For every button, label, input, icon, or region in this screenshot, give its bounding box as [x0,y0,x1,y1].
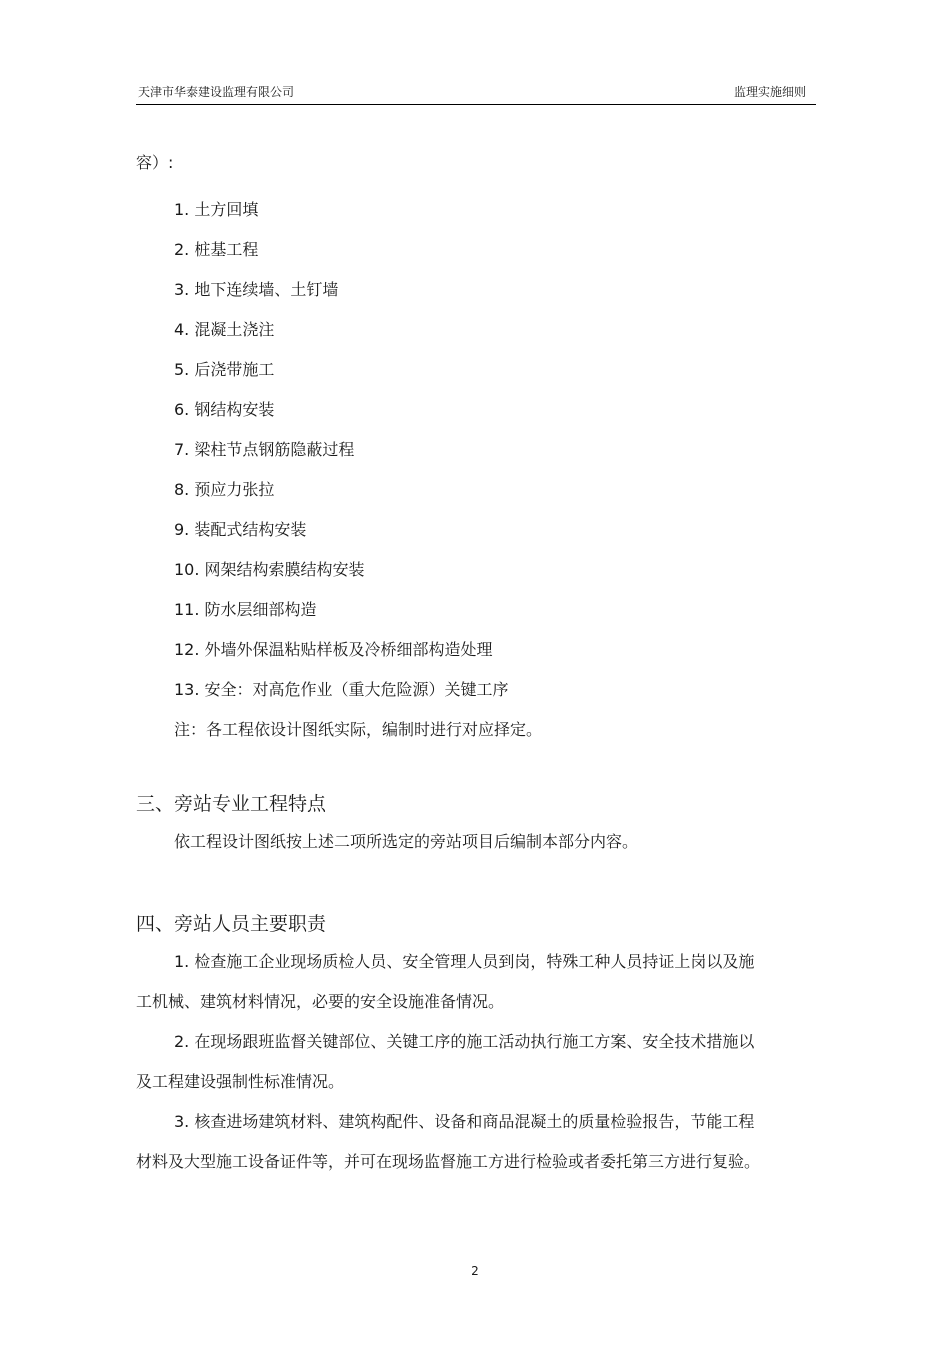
section4-paragraph-3: 3. 核查进场建筑材料、建筑构配件、设备和商品混凝土的质量检验报告，节能工程材料及大型施工设备证件等，并可在现场监督施工方进行检验或者委托第三方进行复验。 [136,1112,761,1171]
section4-heading: 四、旁站人员主要职责 [136,913,327,935]
list-item: 12. 外墙外保温粘贴样板及冷桥细部构造处理 [174,640,493,659]
inspection-item-list [174,190,542,750]
section3-heading: 三、旁站专业工程特点 [136,793,327,815]
list-item: 10. 网架结构索膜结构安装 [174,560,365,579]
list-item: 5. 后浇带施工 [174,360,275,379]
section4-paragraph-1: 1. 检查施工企业现场质检人员、安全管理人员到岗，特殊工种人员持证上岗以及施工机械、建筑材料情况，必要的安全设施准备情况。 [136,952,755,1011]
list-item: 8. 预应力张拉 [174,480,275,499]
section3-text: 依工程设计图纸按上述二项所选定的旁站项目后编制本部分内容。 [174,832,639,851]
list-item: 13. 安全：对高危作业（重大危险源）关键工序 [174,680,509,699]
list-item: 4. 混凝土浇注 [174,320,275,339]
section4-paragraph-2: 2. 在现场跟班监督关键部位、关键工序的施工活动执行施工方案、安全技术措施以及工程建设强制性标准情况。 [136,1032,755,1091]
list-item: 7. 梁柱节点钢筋隐蔽过程 [174,440,355,459]
list-item: 9. 装配式结构安装 [174,520,307,539]
list-item: 1. 土方回填 [174,200,259,219]
continuation-text: 容）: [136,153,174,172]
header-doc-type: 监理实施细则 [733,85,806,99]
header-company: 天津市华泰建设监理有限公司 [138,85,295,99]
page-number: 2 [471,1264,479,1278]
list-item: 6. 钢结构安装 [174,400,275,419]
list-item: 2. 桩基工程 [174,240,259,259]
list-note: 注：各工程依设计图纸实际，编制时进行对应择定。 [174,720,543,739]
page-header [136,80,816,105]
list-item: 11. 防水层细部构造 [174,600,317,619]
list-item: 3. 地下连续墙、土钉墙 [174,280,339,299]
